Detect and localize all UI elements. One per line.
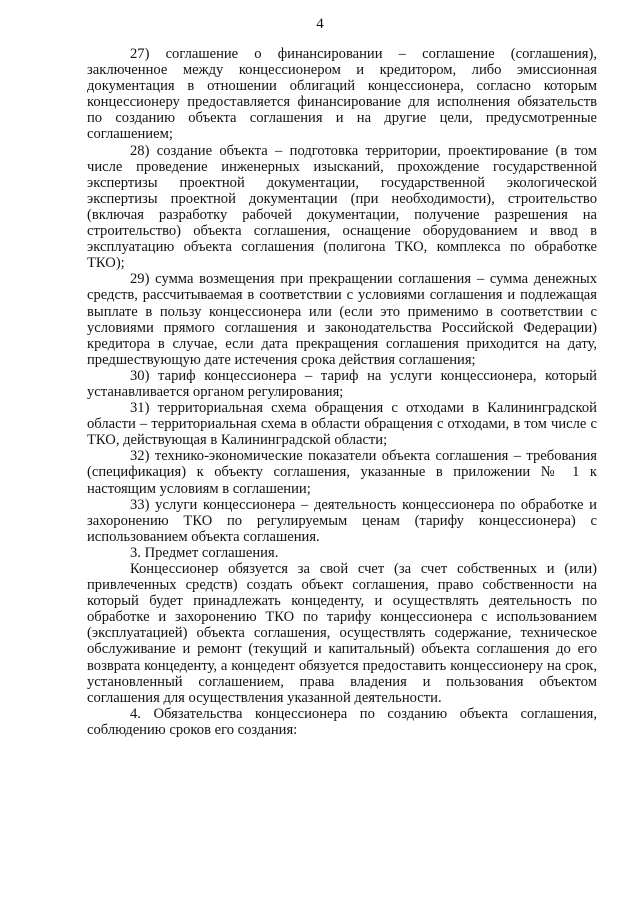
definition-33: 33) услуги концессионера – деятельность концессионера по обработке и захоронению ТКО по регулируемым ценам (тарифу концессионера) с использованием объекта соглашения. (87, 496, 597, 545)
definition-28: 28) создание объекта – подготовка территории, проектирование (в том числе проведение инженерных изысканий, прохождение государственной экспертизы проектной документации, государственной экологической экспертизы проектной документации (при необходимости), строительство (включая разработку рабочей документации, получение разрешения на строительство) объекта соглашения, оснащение оборудованием и ввод в эксплуатацию объекта соглашения (полигона ТКО, комплекса по обработке ТКО); (87, 142, 597, 272)
definition-30: 30) тариф концессионера – тариф на услуги концессионера, который устанавливается органом регулирования; (87, 367, 597, 400)
page-number: 4 (316, 16, 324, 32)
section-3-heading: 3. Предмет соглашения. (130, 544, 279, 561)
definition-27: 27) соглашение о финансировании – соглашение (соглашения), заключенное между концессионером и кредитором, либо эмиссионная документация в отношении облигаций концессионера, согласно которым концессионеру предоставляется финансирование для исполнения обязательств по созданию объекта соглашения и на другие цели, предусмотренные соглашением; (87, 46, 597, 143)
definition-32: 32) технико-экономические показатели объекта соглашения – требования (спецификация) к объекту соглашения, указанные в приложении № 1 к настоящим условиям в соглашении; (87, 448, 597, 497)
document-body (87, 46, 597, 738)
section-4-heading: 4. Обязательства концессионера по созданию объекта соглашения, соблюдению сроков его создания: (87, 705, 597, 738)
section-3-text: Концессионер обязуется за свой счет (за счет собственных и (или) привлеченных средств) создать объект соглашения, право собственности на который будет принадлежать концеденту, и осуществлять деятельность по обработке и захоронению ТКО по тарифу концессионера с использованием (эксплуатацией) объекта соглашения, осуществлять содержание, техническое обслуживание и ремонт (текущий и капитальный) объекта соглашения до его возврата концеденту, а концедент обязуется предоставить концессионеру на срок, установленный соглашением, права владения и пользования объектом соглашения для осуществления указанной деятельности. (87, 561, 597, 706)
definition-31: 31) территориальная схема обращения с отходами в Калининградской области – территориальная схема в области обращения с отходами, в том числе с ТКО, действующая в Калининградской области; (87, 400, 597, 449)
definition-29: 29) сумма возмещения при прекращении соглашения – сумма денежных средств, рассчитываемая в соответствии с условиями соглашения и подлежащая выплате в пользу концессионера или (если это применимо в соответствии с условиями прямого соглашения и законодательства Российской Федерации) кредитора в случае, если дата прекращения соглашения приходится на дату, предшествующую дате истечения срока действия соглашения; (87, 271, 597, 368)
